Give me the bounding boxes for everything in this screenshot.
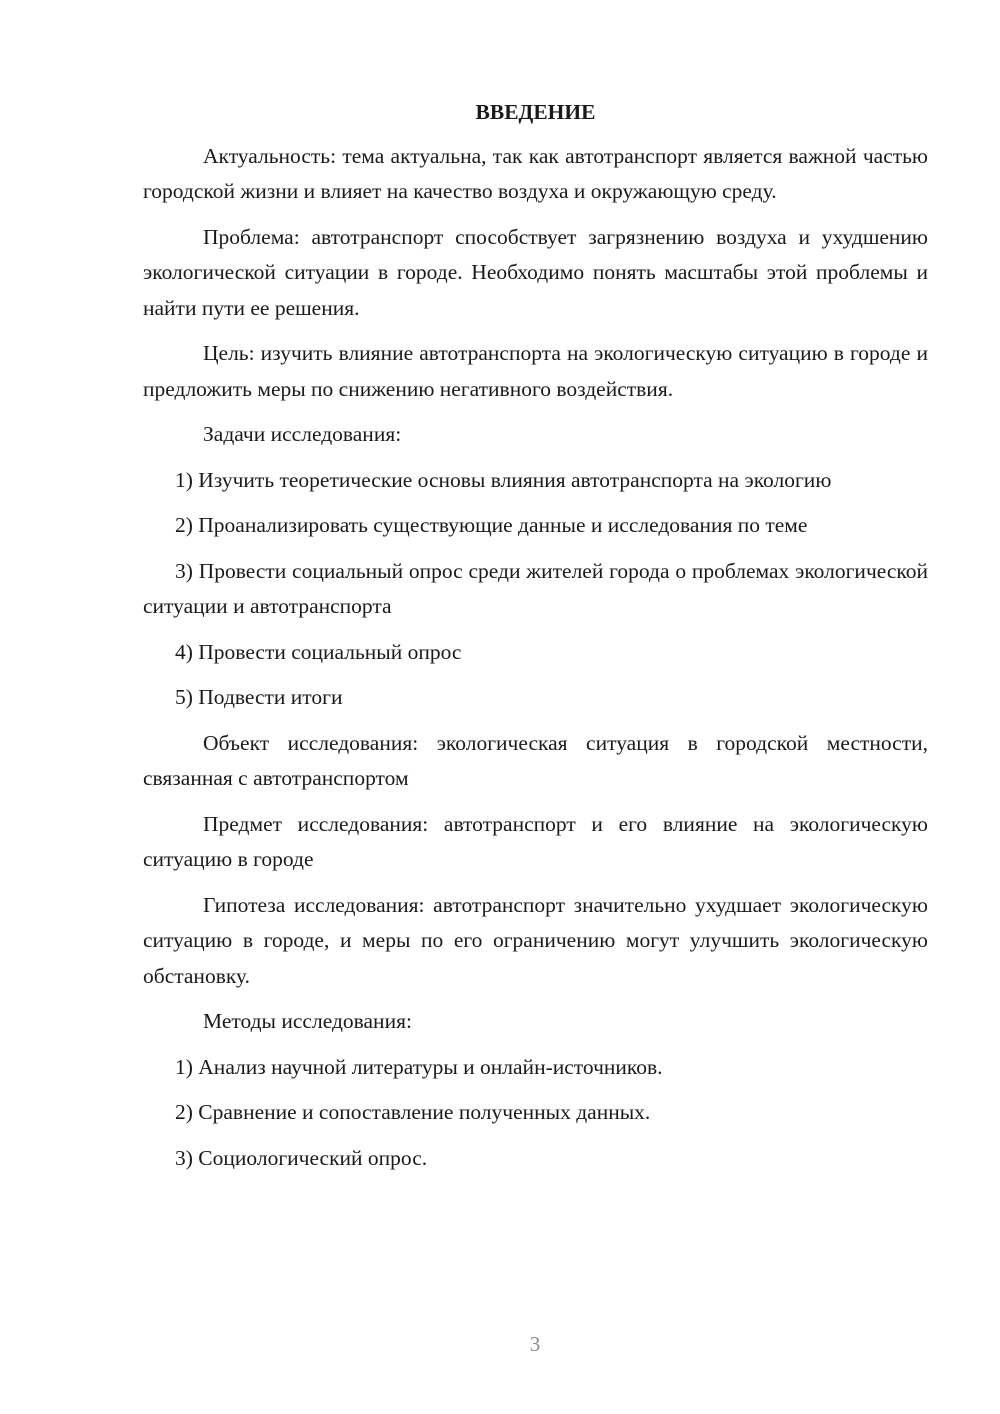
paragraph-problem: Проблема: автотранспорт способствует загрязнению воздуха и ухудшению экологической ситуации в городе. Необходимо понять масштабы этой проблемы и найти пути ее решения. — [143, 224, 928, 320]
document-body — [143, 95, 928, 1186]
paragraph-methods-heading: Методы исследования: — [203, 1009, 412, 1033]
page-number: 3 — [529, 1332, 541, 1356]
paragraph-relevance: Актуальность: тема актуальна, так как автотранспорт является важной частью городской жизни и влияет на качество воздуха и окружающую среду. — [143, 143, 928, 203]
task-item: 2) Проанализировать существующие данные и исследования по теме — [175, 513, 808, 537]
task-item: 1) Изучить теоретические основы влияния автотранспорта на экологию — [175, 467, 832, 492]
method-item: 2) Сравнение и сопоставление полученных данных. — [175, 1100, 651, 1124]
paragraph-object: Объект исследования: экологическая ситуация в городской местности, связанная с автотранспортом — [143, 730, 928, 790]
task-item: 3) Провести социальный опрос среди жителей города о проблемах экологической ситуации и автотранспорта — [143, 558, 928, 618]
page-title: ВВЕДЕНИЕ — [475, 100, 596, 124]
paragraph-hypothesis: Гипотеза исследования: автотранспорт значительно ухудшает экологическую ситуацию в городе, и меры по его ограничению могут улучшить экологическую обстановку. — [143, 892, 928, 988]
paragraph-subject: Предмет исследования: автотранспорт и его влияние на экологическую ситуацию в городе — [143, 811, 928, 871]
task-item: 4) Провести социальный опрос — [175, 639, 462, 664]
paragraph-goal: Цель: изучить влияние автотранспорта на экологическую ситуацию в городе и предложить меры по снижению негативного воздействия. — [143, 341, 928, 401]
task-item: 5) Подвести итоги — [175, 685, 343, 709]
paragraph-tasks-heading: Задачи исследования: — [203, 422, 402, 446]
method-item: 1) Анализ научной литературы и онлайн-источников. — [175, 1054, 663, 1079]
method-item: 3) Социологический опрос. — [175, 1145, 428, 1170]
